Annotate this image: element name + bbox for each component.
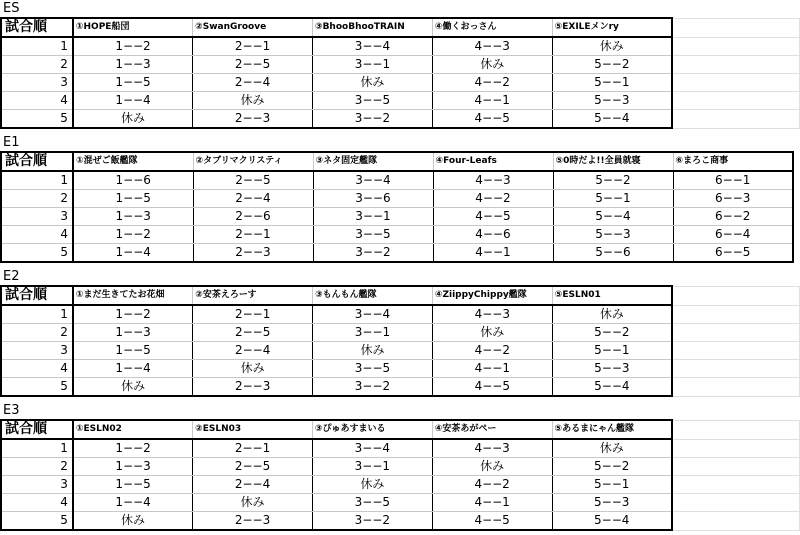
match-cell[interactable]: 2−−1 [193, 37, 313, 56]
empty-cell[interactable] [672, 378, 800, 397]
table-row [1, 92, 800, 110]
match-cell[interactable]: 5−−2 [552, 56, 672, 74]
match-cell[interactable]: 5−−4 [552, 110, 672, 129]
match-order[interactable]: 5 [1, 110, 73, 129]
match-order[interactable]: 1 [1, 171, 73, 190]
match-cell[interactable]: 3−−1 [312, 56, 432, 74]
match-cell[interactable]: 3−−1 [313, 208, 433, 226]
match-cell[interactable]: 1−−2 [73, 305, 193, 324]
match-cell[interactable]: 2−−3 [193, 512, 313, 531]
match-cell[interactable]: 休み [432, 458, 552, 476]
empty-cell[interactable] [672, 56, 800, 74]
match-cell[interactable]: 4−−1 [432, 92, 552, 110]
section-title-e3: E3 [3, 403, 20, 418]
match-cell[interactable]: 休み [73, 110, 193, 129]
match-cell[interactable]: 5−−3 [552, 494, 672, 512]
match-cell[interactable]: 4−−5 [432, 512, 552, 531]
match-cell[interactable]: 休み [193, 92, 313, 110]
match-cell[interactable]: 3−−2 [312, 512, 432, 531]
match-cell[interactable]: 5−−1 [553, 190, 673, 208]
match-cell[interactable]: 4−−6 [433, 226, 553, 244]
table-row [1, 244, 793, 263]
match-cell[interactable]: 2−−6 [193, 208, 313, 226]
match-cell[interactable]: 1−−2 [73, 226, 193, 244]
table-row [1, 190, 793, 208]
match-cell[interactable]: 1−−3 [73, 56, 193, 74]
match-cell[interactable]: 2−−5 [193, 324, 313, 342]
table-row [1, 171, 793, 190]
team-header[interactable]: ①まだ生きてたお花畑 [73, 286, 193, 305]
team-header[interactable]: ③ぴゅあすまいる [312, 420, 432, 439]
match-cell[interactable]: 2−−1 [193, 226, 313, 244]
match-cell[interactable]: 3−−5 [313, 226, 433, 244]
match-order[interactable]: 4 [1, 494, 73, 512]
team-header[interactable]: ①ESLN02 [73, 420, 193, 439]
match-cell[interactable]: 3−−5 [312, 494, 432, 512]
match-cell[interactable]: 3−−5 [312, 92, 432, 110]
match-cell[interactable]: 6−−5 [673, 244, 793, 263]
match-cell[interactable]: 5−−1 [552, 476, 672, 494]
match-order[interactable]: 4 [1, 360, 73, 378]
team-header[interactable]: ②SwanGroove [193, 18, 313, 37]
match-cell[interactable]: 1−−2 [73, 37, 193, 56]
order-header[interactable]: 試合順 [1, 286, 73, 305]
match-order[interactable]: 5 [1, 244, 73, 263]
match-cell[interactable]: 4−−5 [432, 110, 552, 129]
match-cell[interactable]: 4−−3 [433, 171, 553, 190]
header-row [1, 286, 800, 305]
match-cell[interactable]: 4−−2 [432, 342, 552, 360]
section-title-e2: E2 [3, 269, 20, 284]
schedule-table-e2 [0, 285, 800, 397]
match-cell[interactable]: 2−−5 [193, 56, 313, 74]
match-cell[interactable]: 4−−1 [432, 494, 552, 512]
match-cell[interactable]: 1−−5 [73, 476, 193, 494]
match-cell[interactable]: 1−−2 [73, 439, 193, 458]
match-cell[interactable]: 4−−3 [432, 37, 552, 56]
match-cell[interactable]: 1−−4 [73, 244, 193, 263]
empty-cell[interactable] [672, 360, 800, 378]
empty-cell[interactable] [672, 476, 800, 494]
table-row [1, 360, 800, 378]
match-cell[interactable]: 2−−1 [193, 305, 313, 324]
team-header[interactable]: ⑥まろこ商事 [673, 152, 793, 171]
match-cell[interactable]: 4−−2 [432, 476, 552, 494]
match-cell[interactable]: 休み [552, 37, 672, 56]
team-header[interactable]: ⑤あるまにゃん艦隊 [552, 420, 672, 439]
match-order[interactable]: 1 [1, 305, 73, 324]
match-order[interactable]: 4 [1, 226, 73, 244]
match-cell[interactable]: 3−−1 [313, 324, 433, 342]
match-cell[interactable]: 5−−4 [552, 378, 672, 397]
empty-cell[interactable] [672, 74, 800, 92]
match-cell[interactable]: 1−−6 [73, 171, 193, 190]
match-cell[interactable]: 1−−3 [73, 208, 193, 226]
match-cell[interactable]: 5−−3 [553, 226, 673, 244]
match-cell[interactable]: 休み [73, 378, 193, 397]
match-cell[interactable]: 2−−4 [193, 190, 313, 208]
table-row [1, 378, 800, 397]
match-cell[interactable]: 3−−4 [313, 305, 433, 324]
match-order[interactable]: 1 [1, 37, 73, 56]
empty-cell[interactable] [672, 324, 800, 342]
match-cell[interactable]: 休み [552, 305, 672, 324]
schedule-table-e1 [0, 151, 794, 263]
team-header[interactable]: ④ZiippyChippy艦隊 [432, 286, 552, 305]
match-order[interactable]: 2 [1, 56, 73, 74]
match-cell[interactable]: 2−−4 [193, 74, 313, 92]
table-row [1, 342, 800, 360]
match-cell[interactable]: 5−−2 [552, 458, 672, 476]
header-row [1, 18, 800, 37]
match-cell[interactable]: 3−−4 [312, 37, 432, 56]
order-header[interactable]: 試合順 [1, 18, 73, 37]
match-cell[interactable]: 1−−5 [73, 74, 193, 92]
match-cell[interactable]: 6−−4 [673, 226, 793, 244]
match-cell[interactable]: 4−−5 [433, 208, 553, 226]
empty-cell[interactable] [672, 458, 800, 476]
table-row [1, 74, 800, 92]
table-row [1, 208, 793, 226]
match-order[interactable]: 1 [1, 439, 73, 458]
match-cell[interactable]: 休み [552, 439, 672, 458]
match-cell[interactable]: 休み [432, 324, 552, 342]
match-order[interactable]: 2 [1, 324, 73, 342]
empty-cell[interactable] [672, 110, 800, 129]
match-order[interactable]: 3 [1, 74, 73, 92]
empty-cell[interactable] [672, 420, 800, 439]
empty-cell[interactable] [672, 286, 800, 305]
team-header[interactable]: ②タブリマクリスティ [193, 152, 313, 171]
empty-cell[interactable] [672, 494, 800, 512]
table-row [1, 512, 800, 531]
match-cell[interactable]: 1−−5 [73, 190, 193, 208]
match-cell[interactable]: 1−−3 [73, 324, 193, 342]
match-cell[interactable]: 休み [432, 56, 552, 74]
match-cell[interactable]: 2−−1 [193, 439, 313, 458]
table-row [1, 476, 800, 494]
match-cell[interactable]: 4−−1 [432, 360, 552, 378]
schedule-table-e3 [0, 419, 800, 531]
match-cell[interactable]: 3−−2 [312, 110, 432, 129]
empty-cell[interactable] [672, 512, 800, 531]
team-header[interactable]: ④働くおっさん [432, 18, 552, 37]
match-cell[interactable]: 5−−3 [552, 92, 672, 110]
team-header[interactable]: ③BhooBhooTRAIN [312, 18, 432, 37]
order-header[interactable]: 試合順 [1, 152, 73, 171]
match-cell[interactable]: 4−−2 [432, 74, 552, 92]
match-cell[interactable]: 2−−3 [193, 110, 313, 129]
empty-cell[interactable] [672, 305, 800, 324]
match-cell[interactable]: 5−−3 [552, 360, 672, 378]
team-header[interactable]: ②安茶えろーす [193, 286, 313, 305]
match-cell[interactable]: 休み [312, 476, 432, 494]
match-cell[interactable]: 休み [193, 494, 313, 512]
table-row [1, 324, 800, 342]
team-header[interactable]: ④Four-Leafs [433, 152, 553, 171]
section-title-es: ES [3, 1, 20, 16]
match-cell[interactable]: 休み [73, 512, 193, 531]
match-cell[interactable]: 1−−4 [73, 92, 193, 110]
match-order[interactable]: 3 [1, 476, 73, 494]
table-row [1, 226, 793, 244]
team-header[interactable]: ①HOPE船団 [73, 18, 193, 37]
team-header[interactable]: ④安茶あがぺー [432, 420, 552, 439]
match-cell[interactable]: 2−−3 [193, 378, 313, 397]
empty-cell[interactable] [672, 37, 800, 56]
team-header[interactable]: ①混ぜご飯艦隊 [73, 152, 193, 171]
table-row [1, 458, 800, 476]
match-cell[interactable]: 4−−3 [432, 305, 552, 324]
match-cell[interactable]: 3−−1 [312, 458, 432, 476]
match-cell[interactable]: 2−−4 [193, 342, 313, 360]
table-row [1, 56, 800, 74]
schedule-table-es [0, 17, 800, 129]
match-cell[interactable]: 3−−2 [313, 378, 433, 397]
match-order[interactable]: 2 [1, 190, 73, 208]
team-header[interactable]: ⑤ESLN01 [552, 286, 672, 305]
match-cell[interactable]: 休み [312, 74, 432, 92]
team-header[interactable]: ⑤0時だよ!!全員就寝 [553, 152, 673, 171]
match-cell[interactable]: 6−−2 [673, 208, 793, 226]
match-cell[interactable]: 3−−4 [312, 439, 432, 458]
match-order[interactable]: 2 [1, 458, 73, 476]
table-row [1, 439, 800, 458]
match-cell[interactable]: 2−−4 [193, 476, 313, 494]
empty-cell[interactable] [672, 439, 800, 458]
table-row [1, 37, 800, 56]
header-row [1, 152, 793, 171]
match-cell[interactable]: 2−−5 [193, 171, 313, 190]
match-cell[interactable]: 3−−5 [313, 360, 433, 378]
match-cell[interactable]: 5−−4 [552, 512, 672, 531]
match-cell[interactable]: 6−−3 [673, 190, 793, 208]
match-order[interactable]: 3 [1, 208, 73, 226]
team-header[interactable]: ③ネタ固定艦隊 [313, 152, 433, 171]
match-cell[interactable]: 1−−5 [73, 342, 193, 360]
empty-cell[interactable] [672, 342, 800, 360]
match-cell[interactable]: 5−−4 [553, 208, 673, 226]
match-cell[interactable]: 4−−2 [433, 190, 553, 208]
match-cell[interactable]: 6−−1 [673, 171, 793, 190]
match-cell[interactable]: 休み [313, 342, 433, 360]
team-header[interactable]: ⑤EXILEメンry [552, 18, 672, 37]
table-row [1, 494, 800, 512]
match-cell[interactable]: 1−−3 [73, 458, 193, 476]
match-cell[interactable]: 休み [193, 360, 313, 378]
empty-cell[interactable] [672, 18, 800, 37]
section-title-e1: E1 [3, 135, 20, 150]
table-row [1, 110, 800, 129]
match-order[interactable]: 3 [1, 342, 73, 360]
order-header[interactable]: 試合順 [1, 420, 73, 439]
match-cell[interactable]: 4−−5 [432, 378, 552, 397]
match-cell[interactable]: 2−−3 [193, 244, 313, 263]
match-cell[interactable]: 5−−1 [552, 342, 672, 360]
match-cell[interactable]: 3−−6 [313, 190, 433, 208]
match-cell[interactable]: 4−−1 [433, 244, 553, 263]
match-cell[interactable]: 5−−2 [553, 171, 673, 190]
match-cell[interactable]: 3−−4 [313, 171, 433, 190]
table-row [1, 305, 800, 324]
match-cell[interactable]: 5−−1 [552, 74, 672, 92]
match-cell[interactable]: 1−−4 [73, 494, 193, 512]
match-cell[interactable]: 2−−5 [193, 458, 313, 476]
match-cell[interactable]: 1−−4 [73, 360, 193, 378]
team-header[interactable]: ②ESLN03 [193, 420, 313, 439]
team-header[interactable]: ③もんもん艦隊 [313, 286, 433, 305]
match-cell[interactable]: 4−−3 [432, 439, 552, 458]
match-cell[interactable]: 5−−2 [552, 324, 672, 342]
empty-cell[interactable] [672, 92, 800, 110]
match-order[interactable]: 5 [1, 378, 73, 397]
match-cell[interactable]: 3−−2 [313, 244, 433, 263]
match-order[interactable]: 5 [1, 512, 73, 531]
match-order[interactable]: 4 [1, 92, 73, 110]
header-row [1, 420, 800, 439]
match-cell[interactable]: 5−−6 [553, 244, 673, 263]
